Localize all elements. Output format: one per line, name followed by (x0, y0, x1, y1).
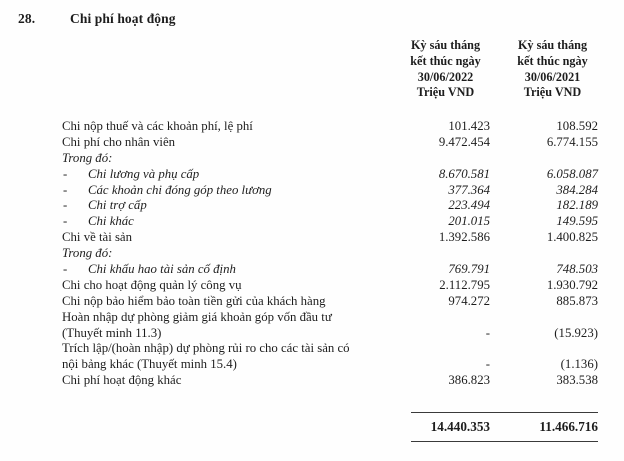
row-value-2022: 8.670.581 (438, 166, 490, 181)
total-row (0, 418, 624, 436)
page-title: Chi phí hoạt động (70, 11, 176, 26)
row-label: Chi nộp bảo hiểm bảo toàn tiền gửi của khách hàng (62, 293, 326, 308)
column-header-line: Triệu VND (523, 85, 582, 100)
row-value-2022: 386.823 (448, 373, 490, 388)
row-label: Chi phí cho nhân viên (62, 134, 176, 149)
row-label: Trong đó: (62, 150, 113, 165)
column-header-2022 (398, 38, 493, 101)
total-rule (411, 441, 598, 442)
row-value-2021: (1.136) (560, 357, 598, 372)
bullet-dash-icon: - (63, 262, 68, 277)
table-row (0, 341, 624, 357)
row-label: nội bảng khác (Thuyết minh 15.4) (62, 357, 237, 372)
row-label: Trích lập/(hoàn nhập) dự phòng rủi ro cho các tài sản có (62, 341, 350, 356)
bullet-dash-icon: - (63, 214, 68, 229)
table-row (0, 167, 624, 183)
table-row (0, 294, 624, 310)
column-header-line: Triệu VND (416, 85, 475, 100)
total-value-2022: 14.440.353 (430, 419, 490, 434)
row-value-2021: 182.189 (556, 198, 598, 213)
expense-table (0, 119, 624, 389)
table-row (0, 151, 624, 167)
row-value-2022: 2.112.795 (439, 277, 490, 292)
row-label: Chi trợ cấp (88, 198, 147, 213)
row-value-2022: 101.423 (448, 119, 490, 133)
row-value-2022: - (485, 325, 490, 340)
bullet-dash-icon: - (63, 182, 68, 197)
column-header-line: kết thúc ngày (410, 53, 481, 68)
table-row (0, 246, 624, 262)
note-number: 28. (18, 11, 36, 26)
row-value-2021: 6.058.087 (546, 166, 598, 181)
row-value-2022: 769.791 (448, 262, 490, 277)
column-header-line: 30/06/2022 (417, 69, 474, 84)
bullet-dash-icon: - (63, 166, 68, 181)
row-value-2022: 201.015 (448, 214, 490, 229)
row-label: Chi về tài sản (62, 230, 133, 245)
row-label: Trong đó: (62, 246, 113, 261)
row-value-2021: (15.923) (554, 325, 598, 340)
table-row (0, 135, 624, 151)
row-label: Chi lương và phụ cấp (88, 166, 200, 181)
row-value-2021: 1.930.792 (546, 277, 598, 292)
table-row (0, 119, 624, 135)
row-label: Các khoản chi đóng góp theo lương (88, 182, 272, 197)
row-label: Chi cho hoạt động quản lý công vụ (62, 277, 242, 292)
table-row (0, 310, 624, 326)
column-header-line: Kỳ sáu tháng (410, 38, 481, 52)
row-value-2022: 1.392.586 (438, 230, 490, 245)
row-value-2021: 149.595 (556, 214, 598, 229)
row-value-2021: 885.873 (556, 293, 598, 308)
table-row (0, 326, 624, 342)
row-value-2022: - (485, 357, 490, 372)
column-header-2021 (505, 38, 600, 101)
row-value-2021: 748.503 (556, 262, 598, 277)
row-label: Chi phí hoạt động khác (62, 373, 182, 388)
row-label: (Thuyết minh 11.3) (62, 325, 162, 340)
row-value-2022: 974.272 (448, 293, 490, 308)
subtotal-rule (411, 412, 598, 413)
column-header-line: kết thúc ngày (517, 53, 588, 68)
row-label: Chi khấu hao tài sản cố định (88, 262, 236, 277)
table-row (0, 230, 624, 246)
bullet-dash-icon: - (63, 198, 68, 213)
row-label: Chi nộp thuế và các khoản phí, lệ phí (62, 119, 253, 133)
row-value-2022: 223.494 (448, 198, 490, 213)
row-value-2021: 6.774.155 (546, 134, 598, 149)
row-value-2021: 108.592 (556, 119, 598, 133)
table-row (0, 262, 624, 278)
table-row (0, 198, 624, 214)
column-header-line: 30/06/2021 (524, 69, 581, 84)
row-value-2021: 383.538 (556, 373, 598, 388)
table-row (0, 357, 624, 373)
row-value-2021: 1.400.825 (546, 230, 598, 245)
table-row (0, 214, 624, 230)
note-heading (18, 11, 598, 27)
total-value-2021: 11.466.716 (539, 419, 598, 434)
table-row (0, 373, 624, 389)
row-label: Chi khác (88, 214, 134, 229)
row-value-2022: 9.472.454 (438, 134, 490, 149)
row-value-2022: 377.364 (448, 182, 490, 197)
row-label: Hoàn nhập dự phòng giảm giá khoản góp vốn đầu tư (62, 309, 332, 324)
column-header-line: Kỳ sáu tháng (517, 38, 588, 52)
row-value-2021: 384.284 (556, 182, 598, 197)
column-headers (398, 38, 603, 101)
table-row (0, 278, 624, 294)
table-row (0, 183, 624, 199)
